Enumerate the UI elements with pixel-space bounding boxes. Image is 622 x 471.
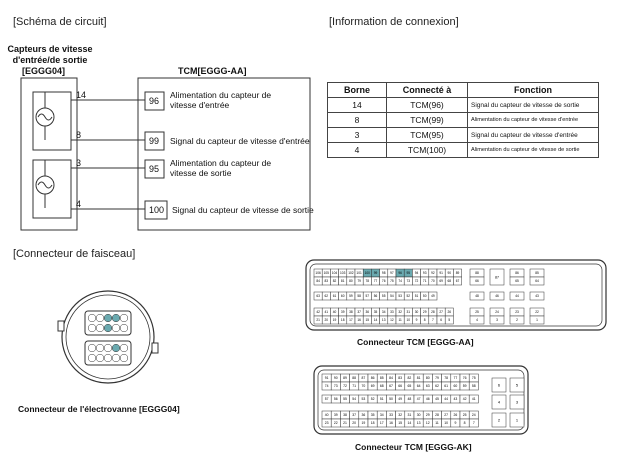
connector-latch-left	[58, 321, 64, 331]
pin-number-37: 37	[357, 310, 361, 315]
pin-number-11: 11	[435, 421, 439, 426]
pin-number-23: 23	[324, 421, 329, 426]
pin-number-56: 56	[373, 294, 378, 299]
pin-number-62: 62	[324, 294, 329, 299]
pin-number-1: 1	[515, 417, 519, 423]
pin-number-22: 22	[535, 310, 539, 315]
sensor-label-line1: Capteurs de vitesse	[7, 44, 93, 54]
solenoid-pin-14	[112, 344, 120, 352]
pin-number-75: 75	[390, 279, 394, 284]
pin-number-33: 33	[389, 413, 393, 418]
pin-number-88: 88	[352, 376, 357, 381]
pin-number-86: 86	[370, 376, 375, 381]
table-cell: TCM(100)	[387, 143, 468, 158]
pin-number-38: 38	[343, 413, 347, 418]
solenoid-connector	[55, 285, 165, 390]
pin-number-1: 1	[536, 318, 538, 323]
pin-number-87: 87	[361, 376, 366, 381]
pin-number-89: 89	[343, 376, 347, 381]
pin-number-6: 6	[440, 318, 442, 323]
pin-number-14: 14	[373, 318, 378, 323]
header-connecte: Connecté à	[387, 83, 468, 98]
solenoid-pin-15	[120, 344, 128, 352]
pin-number-65: 65	[407, 384, 412, 389]
pin-number-44: 44	[515, 294, 519, 299]
pin-number-71: 71	[422, 279, 427, 284]
pin-number-59: 59	[462, 384, 467, 389]
pin-number-65: 65	[515, 279, 519, 284]
tcm-pin-96-desc	[170, 90, 271, 110]
pin-number-60: 60	[453, 384, 458, 389]
tcm-pin-95: 95	[149, 164, 160, 174]
pin-number-88: 88	[475, 271, 479, 276]
pin-number-29: 29	[422, 310, 427, 315]
pin-number-99: 99	[373, 271, 378, 276]
pin-number-16: 16	[389, 421, 393, 426]
pin-number-16: 16	[357, 318, 361, 323]
harness-connector-heading: [Connecteur de faisceau]	[13, 248, 136, 260]
pin-number-58: 58	[471, 384, 476, 389]
sensor-pin-8: 8	[76, 130, 82, 140]
tcm-label: TCM[EGGG-AA]	[178, 66, 247, 76]
pin-number-24: 24	[495, 310, 499, 315]
pin-number-50: 50	[389, 397, 393, 402]
pin-number-9: 9	[454, 421, 457, 426]
pin-number-15: 15	[398, 421, 403, 426]
pin-number-79: 79	[435, 376, 439, 381]
tcm-pin-99: 99	[149, 136, 160, 146]
pin-number-10: 10	[444, 421, 449, 426]
table-cell: Alimentation du capteur de vitesse d'entrée	[468, 113, 599, 128]
pin-number-54: 54	[390, 294, 394, 299]
connector-latch-right	[152, 343, 158, 353]
pin-number-13: 13	[416, 421, 421, 426]
pin-number-59: 59	[349, 294, 353, 299]
pin-number-85: 85	[379, 376, 384, 381]
pin-number-105: 105	[323, 271, 329, 276]
pin-number-12: 12	[390, 318, 394, 323]
pin-number-35: 35	[373, 310, 378, 315]
pin-number-31: 31	[406, 310, 411, 315]
tcm-pin-96-desc-line1: Alimentation du capteur de	[170, 90, 272, 100]
pin-number-55: 55	[343, 397, 347, 402]
pin-number-56: 56	[333, 397, 338, 402]
solenoid-pin-16	[88, 354, 96, 362]
pin-number-72: 72	[343, 384, 347, 389]
pin-number-106: 106	[315, 271, 321, 276]
pin-number-2: 2	[516, 318, 518, 323]
sensor-pin-14: 14	[76, 90, 87, 100]
pin-number-63: 63	[425, 384, 430, 389]
pin-number-48: 48	[475, 294, 479, 299]
pin-number-103: 103	[340, 271, 346, 276]
solenoid-pin-7	[96, 324, 104, 332]
pin-number-55: 55	[381, 294, 386, 299]
connection-table	[327, 82, 599, 158]
pin-number-32: 32	[398, 413, 403, 418]
pin-number-40: 40	[332, 310, 337, 315]
pin-number-27: 27	[439, 310, 443, 315]
pin-number-27: 27	[444, 413, 449, 418]
solenoid-pin-5	[120, 314, 128, 322]
pin-number-19: 19	[361, 421, 366, 426]
pin-number-91: 91	[324, 376, 329, 381]
pin-number-23: 23	[515, 310, 519, 315]
pin-number-104: 104	[331, 271, 338, 276]
solenoid-pin-2	[96, 314, 104, 322]
pin-number-41: 41	[324, 310, 329, 315]
pin-number-30: 30	[416, 413, 421, 418]
pin-number-36: 36	[361, 413, 366, 418]
pin-number-5: 5	[448, 318, 451, 323]
pin-number-48: 48	[407, 397, 412, 402]
pin-number-42: 42	[462, 397, 467, 402]
pin-number-3: 3	[496, 318, 498, 323]
tcm-aa-caption: Connecteur TCM [EGGG-AA]	[357, 337, 474, 347]
pin-number-7: 7	[472, 421, 475, 426]
pin-number-95: 95	[406, 271, 411, 276]
pin-number-50: 50	[422, 294, 427, 299]
pin-number-14: 14	[407, 421, 412, 426]
pin-number-74: 74	[324, 384, 329, 389]
table-row	[328, 143, 599, 158]
pin-number-5: 5	[515, 382, 519, 388]
pin-number-57: 57	[365, 294, 370, 299]
pin-number-80: 80	[425, 376, 430, 381]
pin-number-66: 66	[398, 384, 403, 389]
pin-number-43: 43	[453, 397, 458, 402]
sensor-label-line3: [EGGG04]	[22, 66, 66, 76]
pin-number-4: 4	[476, 318, 478, 323]
table-cell: 4	[328, 143, 387, 158]
pin-number-4: 4	[497, 399, 501, 405]
pin-number-28: 28	[431, 310, 435, 315]
pin-number-13: 13	[381, 318, 386, 323]
pin-number-51: 51	[379, 397, 384, 402]
pin-number-78: 78	[365, 279, 370, 284]
pin-number-63: 63	[316, 294, 320, 299]
table-cell: Alimentation du capteur de vitesse de sortie	[468, 143, 599, 158]
pin-number-51: 51	[414, 294, 419, 299]
pin-number-43: 43	[535, 294, 539, 299]
pin-number-37: 37	[352, 413, 357, 418]
solenoid-pin-20	[120, 354, 128, 362]
pin-number-82: 82	[332, 279, 337, 284]
pin-number-45: 45	[435, 397, 439, 402]
pin-number-75: 75	[471, 376, 476, 381]
pin-number-67: 67	[389, 384, 393, 389]
pin-number-20: 20	[352, 421, 357, 426]
table-cell: 3	[328, 128, 387, 143]
pin-number-64: 64	[416, 384, 421, 389]
pin-number-26: 26	[447, 310, 452, 315]
pin-number-102: 102	[348, 271, 354, 276]
pin-number-46: 46	[425, 397, 430, 402]
pin-number-83: 83	[398, 376, 403, 381]
pin-number-19: 19	[332, 318, 337, 323]
pin-number-39: 39	[333, 413, 338, 418]
pin-number-62: 62	[435, 384, 439, 389]
pin-number-66: 66	[475, 279, 479, 284]
solenoid-connector-caption: Connecteur de l'électrovanne [EGGG04]	[18, 404, 180, 414]
table-cell: 14	[328, 98, 387, 113]
table-cell: Signal du capteur de vitesse de sortie	[468, 98, 599, 113]
tcm-pin-100: 100	[149, 205, 165, 215]
solenoid-pin-18	[104, 354, 112, 362]
table-header-row	[328, 83, 599, 98]
pin-number-35: 35	[370, 413, 375, 418]
pin-number-68: 68	[447, 279, 452, 284]
pin-number-3: 3	[515, 399, 519, 405]
pin-number-30: 30	[414, 310, 419, 315]
pin-number-10: 10	[406, 318, 411, 323]
pin-number-49: 49	[398, 397, 403, 402]
pin-number-73: 73	[406, 279, 411, 284]
input-speed-sensor	[33, 92, 71, 150]
pin-number-85: 85	[535, 271, 539, 276]
table-row	[328, 113, 599, 128]
tcm-pin-96: 96	[149, 96, 160, 106]
pin-number-28: 28	[435, 413, 439, 418]
pin-number-101: 101	[356, 271, 362, 276]
circuit-heading: [Schéma de circuit]	[13, 16, 107, 28]
pin-number-100: 100	[364, 271, 370, 276]
pin-number-29: 29	[425, 413, 430, 418]
pin-number-89: 89	[455, 271, 460, 276]
pin-number-21: 21	[343, 421, 347, 426]
tcm-pin-95-desc-line2: vitesse de sortie	[170, 168, 232, 178]
pin-number-25: 25	[462, 413, 467, 418]
pin-number-98: 98	[381, 271, 386, 276]
pin-number-78: 78	[444, 376, 449, 381]
sensor-pin-3: 3	[76, 158, 82, 168]
pin-number-77: 77	[373, 279, 378, 284]
pin-number-34: 34	[379, 413, 384, 418]
pin-number-81: 81	[340, 279, 345, 284]
pin-number-92: 92	[431, 271, 435, 276]
pin-number-76: 76	[462, 376, 467, 381]
pin-number-18: 18	[340, 318, 345, 323]
sensor-box	[21, 78, 77, 230]
pin-number-87: 87	[495, 275, 499, 280]
pin-number-86: 86	[515, 271, 519, 276]
table-row	[328, 98, 599, 113]
pin-number-34: 34	[381, 310, 386, 315]
pin-number-76: 76	[381, 279, 386, 284]
pin-number-84: 84	[316, 279, 320, 284]
pin-number-77: 77	[453, 376, 458, 381]
pin-number-42: 42	[316, 310, 320, 315]
pin-number-18: 18	[370, 421, 375, 426]
tcm-ak-caption: Connecteur TCM [EGGG-AK]	[355, 442, 472, 452]
pin-number-8: 8	[463, 421, 466, 426]
pin-number-2: 2	[497, 417, 501, 423]
pin-number-97: 97	[390, 271, 394, 276]
pin-number-82: 82	[407, 376, 412, 381]
pin-number-91: 91	[439, 271, 443, 276]
table-cell: TCM(99)	[387, 113, 468, 128]
pin-number-74: 74	[398, 279, 402, 284]
pin-number-26: 26	[453, 413, 458, 418]
solenoid-pin-9	[112, 324, 120, 332]
output-speed-sensor	[33, 160, 71, 218]
connection-info-heading: [Information de connexion]	[329, 16, 459, 28]
pin-number-52: 52	[370, 397, 375, 402]
tcm-pin-95-desc	[170, 158, 271, 178]
pin-number-32: 32	[398, 310, 402, 315]
pin-number-79: 79	[357, 279, 361, 284]
pin-number-70: 70	[361, 384, 366, 389]
pin-number-31: 31	[407, 413, 412, 418]
pin-number-80: 80	[349, 279, 353, 284]
pin-number-21: 21	[316, 318, 320, 323]
pin-number-49: 49	[431, 294, 435, 299]
pin-number-90: 90	[333, 376, 338, 381]
table-cell: 8	[328, 113, 387, 128]
pin-number-7: 7	[432, 318, 434, 323]
pin-number-22: 22	[333, 421, 338, 426]
solenoid-pin-13	[104, 344, 112, 352]
pin-number-15: 15	[365, 318, 370, 323]
pin-number-47: 47	[416, 397, 421, 402]
solenoid-pin-11	[88, 344, 96, 352]
pin-number-12: 12	[425, 421, 430, 426]
pin-number-60: 60	[340, 294, 345, 299]
pin-number-84: 84	[389, 376, 393, 381]
pin-number-40: 40	[324, 413, 329, 418]
pin-number-70: 70	[431, 279, 435, 284]
solenoid-pin-3	[104, 314, 112, 322]
sensor-label-line2: d'entrée/de sortie	[12, 55, 88, 65]
pin-number-9: 9	[415, 318, 418, 323]
pin-number-46: 46	[495, 294, 499, 299]
pin-number-69: 69	[439, 279, 443, 284]
solenoid-pin-6	[88, 324, 96, 332]
tcm-pin-100-desc: Signal du capteur de vitesse de sortie	[172, 205, 314, 215]
pin-number-94: 94	[414, 271, 419, 276]
table-cell: Signal du capteur de vitesse d'entrée	[468, 128, 599, 143]
solenoid-pin-10	[120, 324, 128, 332]
header-fonction: Fonction	[468, 83, 599, 98]
pin-number-96: 96	[398, 271, 402, 276]
tcm-pin-96-desc-line2: vitesse d'entrée	[170, 100, 230, 110]
pin-number-58: 58	[357, 294, 361, 299]
solenoid-pin-12	[96, 344, 104, 352]
pin-number-68: 68	[379, 384, 384, 389]
pin-number-67: 67	[455, 279, 460, 284]
solenoid-pin-8	[104, 324, 112, 332]
pin-number-36: 36	[365, 310, 370, 315]
solenoid-pin-19	[112, 354, 120, 362]
header-borne: Borne	[328, 83, 387, 98]
pin-number-25: 25	[475, 310, 479, 315]
pin-number-61: 61	[444, 384, 449, 389]
table-row	[328, 128, 599, 143]
pin-number-20: 20	[324, 318, 329, 323]
tcm-pin-95-desc-line1: Alimentation du capteur de	[170, 158, 272, 168]
solenoid-connector-shell	[62, 291, 154, 383]
pin-number-11: 11	[398, 318, 402, 323]
table-cell: TCM(96)	[387, 98, 468, 113]
pin-number-39: 39	[340, 310, 345, 315]
pin-number-61: 61	[332, 294, 337, 299]
pin-number-73: 73	[333, 384, 338, 389]
solenoid-pin-1	[88, 314, 96, 322]
table-cell: TCM(95)	[387, 128, 468, 143]
pin-number-52: 52	[406, 294, 411, 299]
solenoid-pin-17	[96, 354, 104, 362]
tcm-pin-99-desc: Signal du capteur de vitesse d'entrée	[170, 136, 310, 146]
pin-number-90: 90	[447, 271, 452, 276]
pin-number-53: 53	[361, 397, 366, 402]
pin-number-33: 33	[390, 310, 394, 315]
pin-number-38: 38	[349, 310, 353, 315]
pin-number-41: 41	[471, 397, 476, 402]
pin-number-17: 17	[349, 318, 353, 323]
pin-number-64: 64	[535, 279, 539, 284]
pin-number-71: 71	[352, 384, 357, 389]
pin-number-93: 93	[422, 271, 427, 276]
pin-number-72: 72	[414, 279, 419, 284]
pin-number-54: 54	[352, 397, 357, 402]
pin-number-17: 17	[379, 421, 384, 426]
pin-number-81: 81	[416, 376, 421, 381]
pin-number-53: 53	[398, 294, 402, 299]
solenoid-pin-4	[112, 314, 120, 322]
pin-number-83: 83	[324, 279, 329, 284]
pin-number-8: 8	[423, 318, 426, 323]
pin-number-44: 44	[444, 397, 449, 402]
tcm-aa-connector	[304, 258, 610, 334]
pin-number-69: 69	[370, 384, 375, 389]
pin-number-6: 6	[497, 382, 501, 388]
pin-number-24: 24	[471, 413, 476, 418]
sensor-pin-4: 4	[76, 199, 82, 209]
pin-number-57: 57	[324, 397, 329, 402]
tcm-ak-connector	[312, 364, 532, 438]
